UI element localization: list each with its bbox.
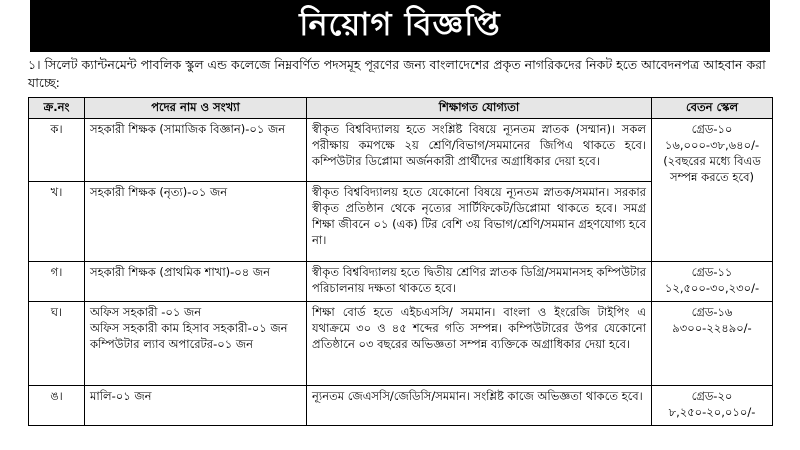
posts-table — [28, 97, 773, 426]
row-qualification: ন্যূনতম জেএসসি/জেডিসি/সমমান। সংশ্লিষ্ট কাজে অভিজ্ঞতা থাকতে হবে। — [307, 386, 652, 426]
salary-grade: গ্রেড-১৬ — [691, 305, 733, 319]
notice-title-banner — [30, 0, 770, 52]
header-salary: বেতন স্কেল — [652, 98, 773, 119]
table-row — [29, 119, 773, 182]
row-post: সহকারী শিক্ষক (সামাজিক বিজ্ঞান)-০১ জন — [90, 122, 286, 136]
row-post: মালি-০১ জন — [90, 389, 152, 403]
row-post: কম্পিউটার ল্যাব অপারেটর-০১ জন — [90, 337, 254, 351]
row-salary-cell — [652, 386, 773, 426]
row-serial: গ। — [29, 262, 85, 302]
salary-range: ১৬,০০০-৩৮,৬৪০/- — [664, 138, 760, 152]
row-qualification: স্বীকৃত বিশ্ববিদ্যালয় হতে সংশ্লিষ্ট বিষয়ে ন্যূনতম স্নাতক (সম্মান)। সকল পরীক্ষায় কমপক্ষে ২য় শ্রেণি/বিভাগ/সমমানের জিপিএ থাকতে হবে। কম্পিউটার ডিপ্লোমা অর্জনকারী প্রার্থীদের অগ্রাধিকার দেয়া হবে। — [307, 119, 652, 182]
salary-range: ৮,২৫০-২০,০১০/- — [668, 405, 756, 419]
row-post: সহকারী শিক্ষক (প্রাথমিক শাখা)-০৪ জন — [90, 265, 271, 279]
row-post-cell — [85, 386, 307, 426]
table-row — [29, 386, 773, 426]
row-salary-cell — [652, 302, 773, 386]
salary-range: ১২,৫০০-৩০,২৩০/- — [664, 281, 760, 295]
row-salary-cell — [652, 262, 773, 302]
row-serial: ঙ। — [29, 386, 85, 426]
header-post: পদের নাম ও সংখ্যা — [85, 98, 307, 119]
row-salary-cell — [652, 119, 773, 262]
intro-paragraph: ১। সিলেট ক্যান্টনমেন্ট পাবলিক স্কুল এন্ড কলেজে নিম্নবর্ণিত পদসমূহ পূরণের জন্য বাংলাদেশের প্রকৃত নাগরিকদের নিকট হতে আবেদনপত্র আহবান করা যাচ্ছে: — [28, 57, 766, 90]
notice-title: নিয়োগ বিজ্ঞপ্তি — [299, 5, 501, 43]
header-qualification: শিক্ষাগত যোগ্যতা — [307, 98, 652, 119]
salary-note: সম্পন্ন করতে হবে) — [670, 170, 754, 184]
row-post-cell — [85, 182, 307, 262]
row-post-cell — [85, 119, 307, 182]
table-header-row — [29, 98, 773, 119]
row-qualification: শিক্ষা বোর্ড হতে এইচএসসি/ সমমান। বাংলা ও ইংরেজি টাইপিং এ যথাক্রমে ৩০ ও ৪৫ শব্দের গতি সম্পন্ন। কম্পিউটারের উপর যেকোনো প্রতিষ্ঠানে ০৩ বছরের অভিজ্ঞতা সম্পন্ন ব্যক্তিকে অগ্রাধিকার দেয়া হবে। — [307, 302, 652, 386]
row-post: অফিস সহকারী কাম হিসাব সহকারী-০১ জন — [90, 321, 288, 335]
row-qualification: স্বীকৃত বিশ্ববিদ্যালয় হতে দ্বিতীয় শ্রেণির স্নাতক ডিগ্রি/সমমানসহ কম্পিউটার পরিচালনায় দক্ষতা থাকতে হবে। — [307, 262, 652, 302]
salary-grade: গ্রেড-২০ — [691, 389, 733, 403]
row-post-cell — [85, 262, 307, 302]
row-post: সহকারী শিক্ষক (নৃত্য)-০১ জন — [90, 185, 228, 199]
salary-range: ৯৩০০-২২৪৯০/- — [672, 321, 752, 335]
salary-grade: গ্রেড-১১ — [691, 265, 733, 279]
row-serial: ঘ। — [29, 302, 85, 386]
table-row — [29, 262, 773, 302]
row-serial: ক। — [29, 119, 85, 182]
salary-grade: গ্রেড-১০ — [691, 122, 733, 136]
row-post: অফিস সহকারী -০১ জন — [90, 305, 202, 319]
row-post-cell — [85, 302, 307, 386]
salary-note: (২বছরের মধ্যে বিএড — [663, 154, 761, 168]
row-serial: খ। — [29, 182, 85, 262]
row-qualification: স্বীকৃত বিশ্ববিদ্যালয় হতে যেকোনো বিষয়ে ন্যূনতম স্নাতক/সমমান। সরকার স্বীকৃত প্রতিষ্ঠান থেকে নৃত্যের সার্টিফিকেট/ডিপ্লোমা থাকতে হবে। সমগ্র শিক্ষা জীবনে ০১ (এক) টির বেশি ৩য় বিভাগ/শ্রেণি/সমমান গ্রহণযোগ্য হবে না। — [307, 182, 652, 262]
table-row — [29, 302, 773, 386]
header-serial: ক্র.নং — [29, 98, 85, 119]
